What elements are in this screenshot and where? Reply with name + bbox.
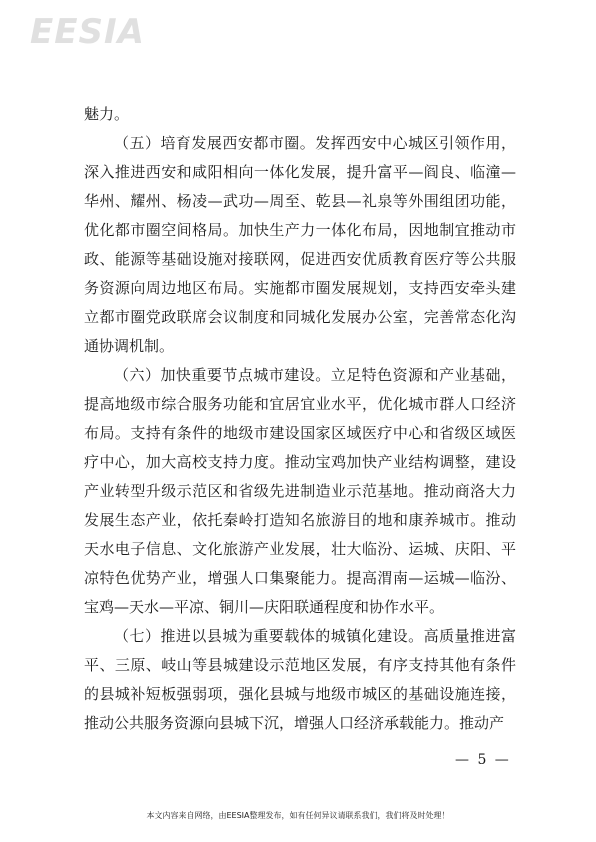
- eesia-logo: EESIA: [30, 12, 145, 52]
- paragraph-section-5: （五）培育发展西安都市圈。发挥西安中心城区引领作用，深入推进西安和咸阳相向一体化发展，提升富平—阎良、临潼—华州、耀州、杨凌—武功—周至、乾县—礼泉等外围组团功能，优化都市圈空间格局。加快生产力一体化布局，因地制宜推动市政、能源等基础设施对接联网，促进西安优质教育医疗等公共服务资源向周边地区布局。实施都市圈发展规划，支持西安牵头建立都市圈党政联席会议制度和同城化发展办公室，完善常态化沟通协调机制。: [84, 134, 516, 355]
- document-body: [84, 100, 516, 738]
- page-number: — 5 —: [455, 752, 511, 768]
- paragraph-continuation: 魅力。: [84, 105, 130, 123]
- paragraph-section-6: （六）加快重要节点城市建设。立足特色资源和产业基础，提高地级市综合服务功能和宜居宜业水平，优化城市群人口经济布局。支持有条件的地级市建设国家区域医疗中心和省级区域医疗中心，加大高校支持力度。推动宝鸡加快产业结构调整，建设产业转型升级示范区和省级先进制造业示范基地。推动商洛大力发展生态产业，依托秦岭打造知名旅游目的地和康养城市。推动天水电子信息、文化旅游产业发展，壮大临汾、运城、庆阳、平凉特色优势产业，增强人口集聚能力。提高渭南—运城—临汾、宝鸡—天水—平凉、铜川—庆阳联通程度和协作水平。: [84, 366, 516, 616]
- footer-disclaimer: 本文内容来自网络，由EESIA整理发布，如有任何异议请联系我们，我们将及时处理！: [146, 811, 450, 820]
- paragraph-section-7: （七）推进以县城为重要载体的城镇化建设。高质量推进富平、三原、岐山等县城建设示范地区发展，有序支持其他有条件的县城补短板强弱项，强化县城与地级市城区的基础设施连接，推动公共服务资源向县城下沉，增强人口经济承载能力。推动产: [84, 627, 516, 732]
